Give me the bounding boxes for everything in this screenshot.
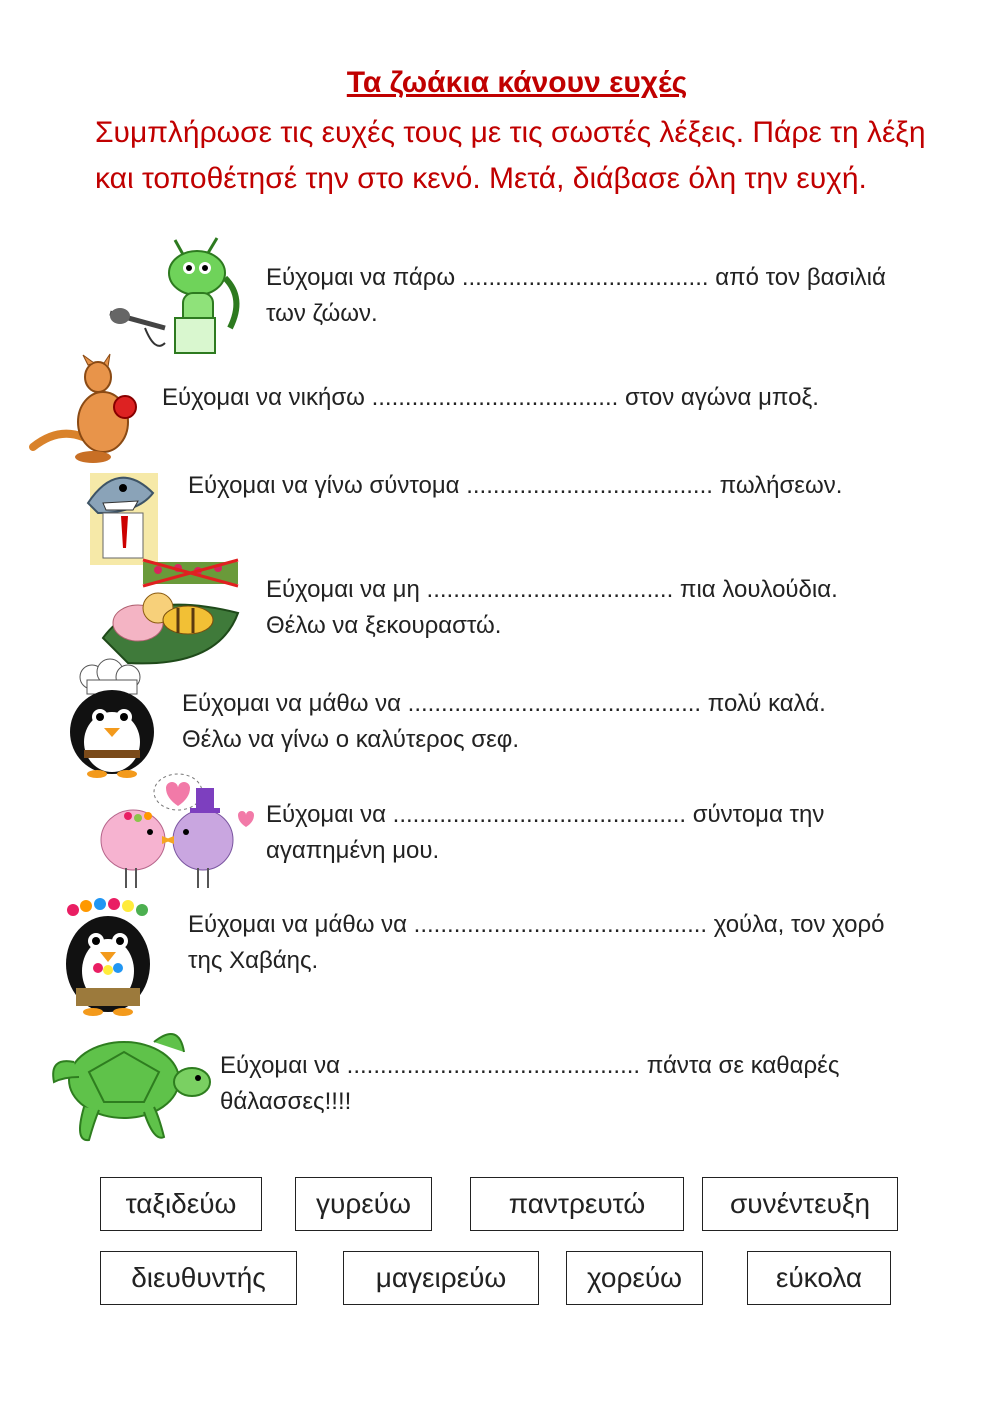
word-card-choreyo[interactable]: χορεύω [566,1251,703,1305]
kangaroo-icon [28,357,158,467]
wish-5 [182,686,922,758]
wish-1 [266,260,926,332]
grasshopper-icon [105,238,255,356]
wish-text-line: Εύχομαι να γίνω σύντομα ..................................... πωλήσεων. [188,472,843,499]
wish-8 [220,1048,920,1120]
wish-text-line: της Χαβάης. [188,947,319,974]
wish-7 [188,907,928,979]
lovebirds-icon [78,770,258,890]
shark-icon [78,458,168,568]
wish-text-line: των ζώων. [266,300,378,327]
wish-text-line: Θέλω να γίνω ο καλύτερος σεφ. [182,726,519,753]
wish-text-line: αγαπημένη μου. [266,837,440,864]
instructions: Συμπλήρωσε τις ευχές τους με τις σωστές λέξεις. Πάρε τη λέξη και τοποθέτησέ την στο κενό. Μετά, διάβασε όλη την ευχή. [95,116,926,195]
chef-penguin-icon [62,662,162,777]
wish-4 [266,572,926,644]
wish-3 [188,468,928,504]
word-card-pantreyto[interactable]: παντρευτώ [470,1177,684,1231]
sleeping-bee-icon [98,558,243,670]
wish-text-line: Εύχομαι να ............................................ πάντα σε καθαρές [220,1052,840,1079]
hula-penguin-icon [58,896,158,1016]
wish-text-line: Εύχομαι να μάθω να ............................................ πολύ καλά. [182,690,826,717]
page-title: Τα ζωάκια κάνουν ευχές [346,66,688,99]
wish-text-line: Εύχομαι να μη ..................................... πια λουλούδια. [266,576,838,603]
word-card-taxideyo[interactable]: ταξιδεύω [100,1177,262,1231]
wish-2 [162,380,922,416]
word-card-synenteyxi[interactable]: συνέντευξη [702,1177,898,1231]
wish-text-line: Εύχομαι να μάθω να ............................................ χούλα, τον χορό [188,911,885,938]
wish-text-line: Θέλω να ξεκουραστώ. [266,612,502,639]
word-card-gyreyo[interactable]: γυρεύω [295,1177,432,1231]
wish-text-line: Εύχομαι να νικήσω ..................................... στον αγώνα μποξ. [162,384,819,411]
word-card-mageireyo[interactable]: μαγειρεύω [343,1251,539,1305]
wish-text-line: θάλασσες!!!! [220,1088,352,1115]
turtle-icon [44,1022,214,1144]
wish-text-line: Εύχομαι να ............................................ σύντομα την [266,801,825,828]
wish-6 [266,797,926,869]
word-card-dieythyntis[interactable]: διευθυντής [100,1251,297,1305]
wish-text-line: Εύχομαι να πάρω ..................................... από τον βασιλιά [266,264,886,291]
word-card-eykola[interactable]: εύκολα [747,1251,891,1305]
